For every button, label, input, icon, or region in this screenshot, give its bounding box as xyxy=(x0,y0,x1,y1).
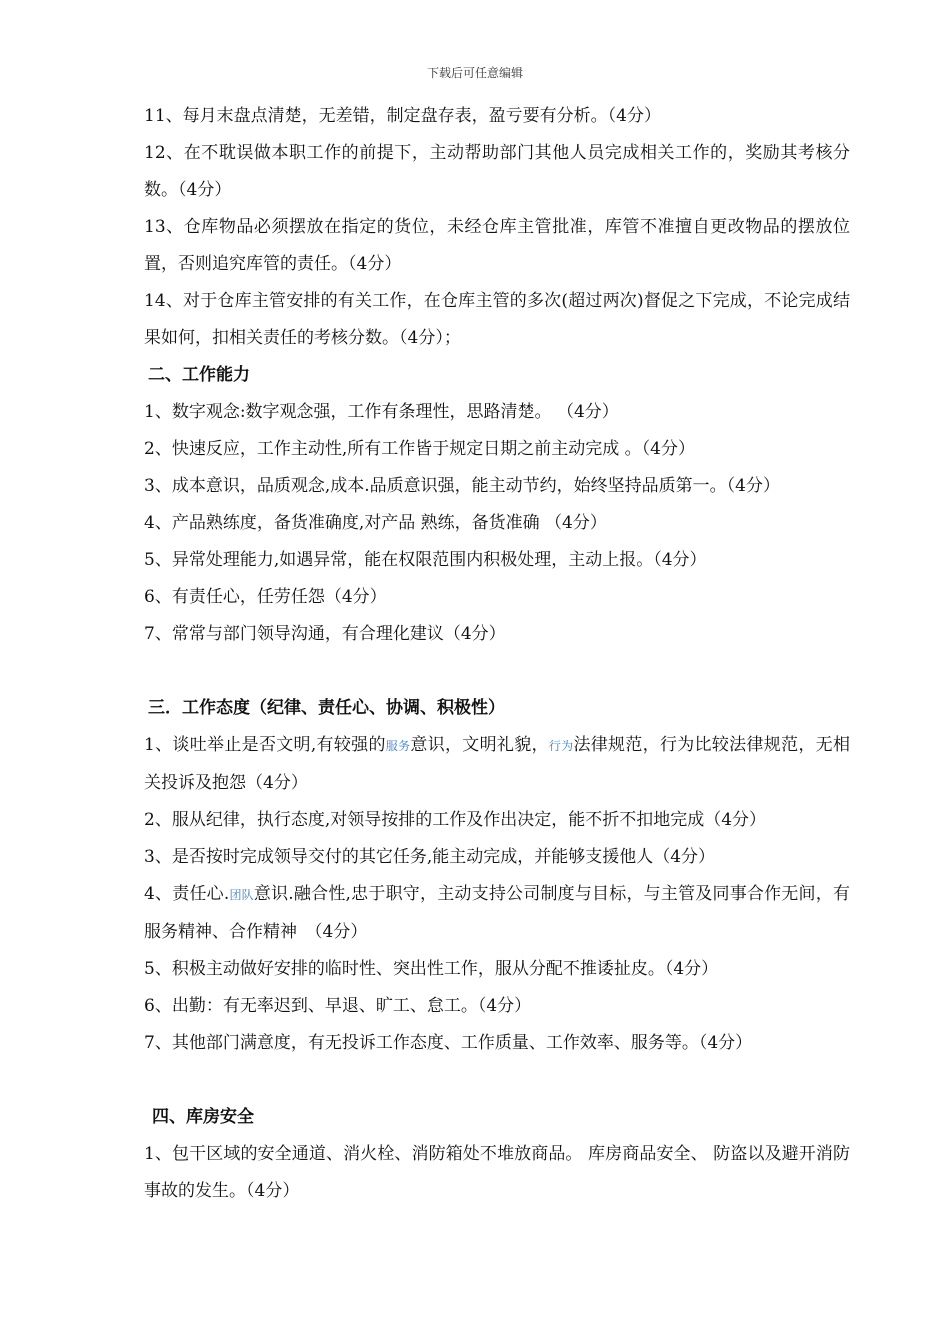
section-heading: 四、库房安全 xyxy=(152,1107,254,1127)
list-item: 6、有责任心，任劳任怨（4分） xyxy=(144,587,387,607)
list-item: 1、包干区域的安全通道、消火栓、消防箱处不堆放商品。 库房商品安全、 防盗以及避开消防事故的发生。（4分） xyxy=(144,1144,850,1201)
list-item xyxy=(144,876,850,951)
section-heading: 三．工作态度（纪律、责任心、协调、积极性） xyxy=(148,698,505,718)
list-item: 2、快速反应，工作主动性,所有工作皆于规定日期之前主动完成 。（4分） xyxy=(144,439,695,459)
text-run: 4、责任心. xyxy=(144,884,230,904)
list-item: 7、常常与部门领导沟通，有合理化建议（4分） xyxy=(144,624,506,644)
document-body xyxy=(144,98,850,1210)
hyperlink-team[interactable]: 团队 xyxy=(229,888,254,902)
list-item: 5、积极主动做好安排的临时性、突出性工作，服从分配不推诿扯皮。（4分） xyxy=(144,959,719,979)
list-item: 14、对于仓库主管安排的有关工作，在仓库主管的多次(超过两次)督促之下完成，不论完成结果如何，扣相关责任的考核分数。（4分）； xyxy=(144,291,850,348)
page-header: 下载后可任意编辑 xyxy=(426,66,523,80)
list-item: 13、仓库物品必须摆放在指定的货位，未经仓库主管批准，库管不准擅自更改物品的摆放位置，否则追究库管的责任。（4分） xyxy=(144,217,850,274)
list-item: 3、成本意识，品质观念,成本.品质意识强，能主动节约，始终坚持品质第一。（4分） xyxy=(144,476,780,496)
text-run: 意识.融合性,忠于职守，主动支持公司制度与目标，与主管及同事合作无间，有服务精神、合作精神 （4分） xyxy=(144,884,850,942)
spacer xyxy=(144,653,850,690)
text-run: 法律规范，行为比较法律规范，无相关投诉及抱怨（4分） xyxy=(144,735,850,793)
spacer xyxy=(144,1062,850,1099)
list-item: 11、每月末盘点清楚，无差错，制定盘存表，盈亏要有分析。（4分） xyxy=(144,106,661,126)
list-item: 12、在不耽误做本职工作的前提下，主动帮助部门其他人员完成相关工作的，奖励其考核分数。（4分） xyxy=(144,143,850,200)
list-item: 4、产品熟练度，备货准确度,对产品 熟练，备货准确 （4分） xyxy=(144,513,607,533)
hyperlink-service[interactable]: 服务 xyxy=(385,739,411,753)
list-item: 5、异常处理能力,如遇异常，能在权限范围内积极处理，主动上报。（4分） xyxy=(144,550,707,570)
hyperlink-behavior[interactable]: 行为 xyxy=(548,739,574,753)
text-run: 意识，文明礼貌， xyxy=(410,735,549,755)
list-item: 1、数字观念:数字观念强，工作有条理性，思路清楚。 （4分） xyxy=(144,402,619,422)
list-item: 2、服从纪律，执行态度,对领导按排的工作及作出决定，能不折不扣地完成（4分） xyxy=(144,810,767,830)
list-item: 6、出勤：有无率迟到、早退、旷工、怠工。（4分） xyxy=(144,996,532,1016)
list-item xyxy=(144,727,850,802)
section-heading: 二、工作能力 xyxy=(148,365,250,385)
list-item: 3、是否按时完成领导交付的其它任务,能主动完成，并能够支援他人（4分） xyxy=(144,847,716,867)
list-item: 7、其他部门满意度，有无投诉工作态度、工作质量、工作效率、服务等。（4分） xyxy=(144,1033,753,1053)
text-run: 1、谈吐举止是否文明,有较强的 xyxy=(144,735,386,755)
